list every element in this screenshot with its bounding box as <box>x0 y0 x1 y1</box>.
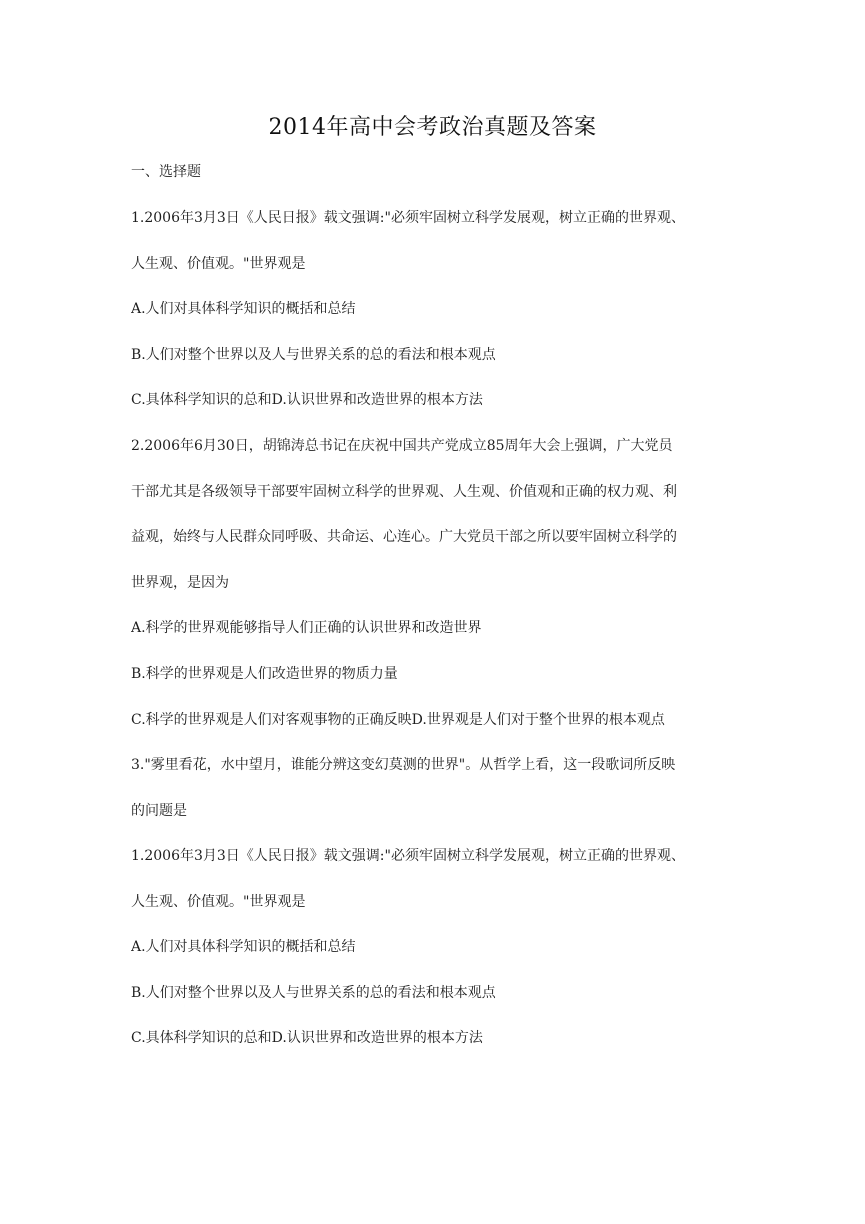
question-1-option-b: B.人们对整个世界以及人与世界关系的总的看法和根本观点 <box>131 347 496 363</box>
question-1-repeat-option-a: A.人们对具体科学知识的概括和总结 <box>131 939 356 955</box>
question-2-stem-cont-2: 益观，始终与人民群众同呼吸、共命运、心连心。广大党员干部之所以要牢固树立科学的 <box>131 529 677 545</box>
document-title: 2014年高中会考政治真题及答案 <box>268 115 597 140</box>
question-3-stem-cont: 的问题是 <box>131 803 187 819</box>
question-2-option-cd: C.科学的世界观是人们对客观事物的正确反映D.世界观是人们对于整个世界的根本观点 <box>131 712 665 728</box>
question-3-stem: 3."雾里看花，水中望月，谁能分辨这变幻莫测的世界"。从哲学上看，这一段歌词所反映 <box>131 757 676 773</box>
question-1-repeat-option-b: B.人们对整个世界以及人与世界关系的总的看法和根本观点 <box>131 985 496 1001</box>
question-1-stem-cont: 人生观、价值观。"世界观是 <box>131 256 306 272</box>
question-1-option-cd: C.具体科学知识的总和D.认识世界和改造世界的根本方法 <box>131 392 483 408</box>
question-2-stem-cont-1: 干部尤其是各级领导干部要牢固树立科学的世界观、人生观、价值观和正确的权力观、利 <box>131 484 677 500</box>
question-2-option-a: A.科学的世界观能够指导人们正确的认识世界和改造世界 <box>131 620 482 636</box>
question-2-stem-cont-3: 世界观，是因为 <box>131 575 229 591</box>
question-1-option-a: A.人们对具体科学知识的概括和总结 <box>131 301 356 317</box>
question-1-repeat-stem: 1.2006年3月3日《人民日报》载文强调:"必须牢固树立科学发展观，树立正确的世界观、 <box>131 848 685 864</box>
section-heading: 一、选择题 <box>131 164 201 180</box>
question-1-repeat-option-cd: C.具体科学知识的总和D.认识世界和改造世界的根本方法 <box>131 1030 483 1046</box>
question-2-stem: 2.2006年6月30日，胡锦涛总书记在庆祝中国共产党成立85周年大会上强调，广大党员 <box>131 438 673 454</box>
question-1-repeat-stem-cont: 人生观、价值观。"世界观是 <box>131 894 306 910</box>
question-1-stem: 1.2006年3月3日《人民日报》载文强调:"必须牢固树立科学发展观，树立正确的世界观、 <box>131 210 685 226</box>
question-2-option-b: B.科学的世界观是人们改造世界的物质力量 <box>131 666 398 682</box>
